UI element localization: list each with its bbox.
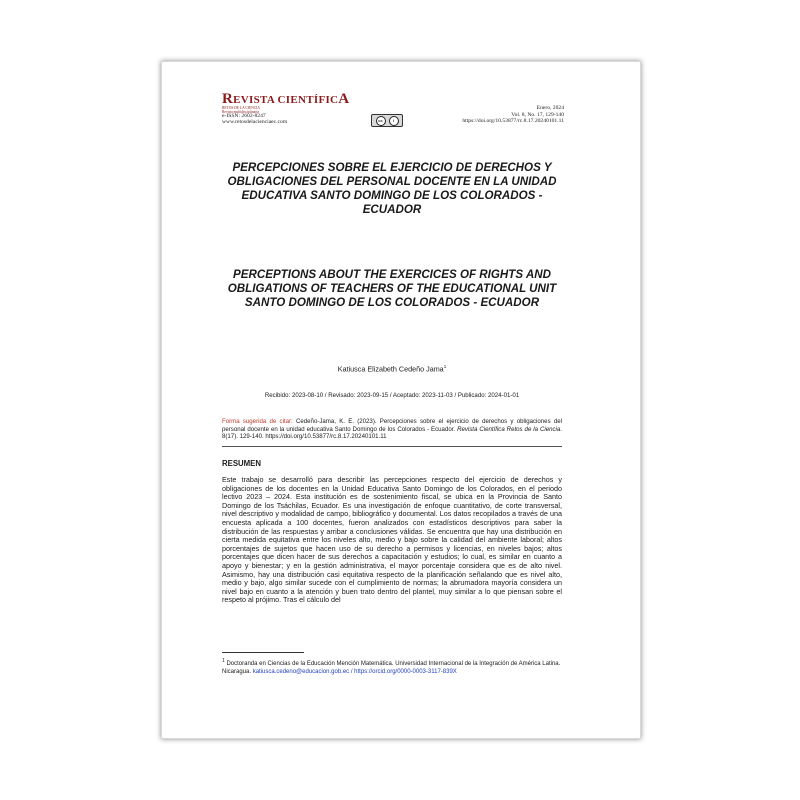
citation-divider <box>222 446 562 447</box>
title-spanish: PERCEPCIONES SOBRE EL EJERCICIO DE DERECHOS Y OBLIGACIONES DEL PERSONAL DOCENTE EN LA UNIDAD EDUCATIVA SANTO DOMINGO DE LOS COLORADOS - ECUADOR <box>227 161 557 216</box>
issue-date: Enero, 2024 <box>536 105 564 111</box>
footnote: $^1$ Doctoranda en Ciencias de la Educación Mención Matemática. Universidad Internacional de la Integración de América Latina. Nicaragua. katiusca.cedeno@educacion.gob.ec / https://orcid.org/0000-0003-3117-839X <box>222 658 561 675</box>
issue-doi[interactable]: https://doi.org/10.53877/rc.8.17.20240101.11 <box>462 118 564 125</box>
issue-info <box>462 105 564 125</box>
cc-by-license-icon[interactable]: cc i <box>371 114 403 127</box>
issue-volume: Vol. 8, No. 17, 129-140 <box>511 111 564 118</box>
website: www.retosdelacienciaec.com <box>222 119 288 126</box>
document-page <box>161 61 641 739</box>
author: Katiusca Elizabeth Cedeño Jama$^1$ <box>337 364 447 374</box>
abstract-heading: RESUMEN <box>222 459 261 468</box>
issn: e-ISSN: 2602-8247 <box>222 113 266 119</box>
journal-header <box>222 91 564 130</box>
issn-block <box>222 113 287 126</box>
footnote-divider <box>222 652 304 653</box>
abstract-text: Este trabajo se desarrolló para describir las percepciones respecto del ejercicio de derechos y obligaciones de los docentes en la Unidad Educativa Santo Domingo de los Colorados, en el periodo lectivo 2023 – 2024. Esta institución es de sostenimiento fiscal, se ubica en la Provincia de Santo Domingo de los Tsáchilas, Ecuador. Es una investigación de enfoque cuantitativo, de corte transversal, nivel descriptivo y modalidad de campo, bibliográfico y documental. Los datos recopilados a través de una encuesta aplicada a 100 docentes, fueron analizados con estadísticos descriptivos para saber la distribución de las respuestas y arribar a conclusiones válidas. Se encuentra que hay una distribución en cierta medida equitativa entre los niveles alto, medio y bajo sobre la calidad del ambiente laboral; altos porcentajes de sujetos que hacen uso de su derecho a permisos y licencias, en niveles bajos; altos porcentajes que dicen hacer de sus derechos a capacitación y estudios; lo cual, es similar en cuanto a apoyo y bienestar; y en la gestión administrativa, el mayor porcentaje considera que es de alto nivel. Asimismo, hay una distribución casi equitativa respecto de la planificación señalando que es nivel alto, medio y bajo, algo similar sucede con el cumplimiento de normas; la abrumadora mayoría considera un nivel bajo en cuanto a la atención y buen trato dentro del plantel, muy similar a lo que piensan sobre el respeto al prójimo. Tras el cálculo del <box>222 476 562 605</box>
title-english: PERCEPTIONS ABOUT THE EXERCICES OF RIGHTS AND OBLIGATIONS OF TEACHERS OF THE EDUCATIONAL UNIT SANTO DOMINGO DE LOS COLORADOS - ECUADOR <box>227 268 557 309</box>
journal-logo: REVISTA CIENTÍFICA RETOS DE LA CIENCIA Revista multidisciplinaria <box>222 91 350 114</box>
article-dates: Recibido: 2023-08-10 / Revisado: 2023-09-15 / Aceptado: 2023-11-03 / Publicado: 2024-01-01 <box>264 392 520 399</box>
suggested-citation: Forma sugerida de citar: Cedeño-Jama, K. E. (2023). Percepciones sobre el ejercicio de derechos y obligaciones del personal docente en la unidad educativa Santo Domingo de los Colorados - Ecuador. Revista Científica Retos de la Ciencia. 8(17). 129-140. https://doi.org/10.53877/rc.8.17.20240101.11 <box>222 418 563 441</box>
author-links[interactable]: katiusca.cedeno@educacion.gob.ec / https://orcid.org/0000-0003-3117-839X <box>252 668 457 675</box>
citation-label: Forma sugerida de citar: <box>222 418 293 425</box>
